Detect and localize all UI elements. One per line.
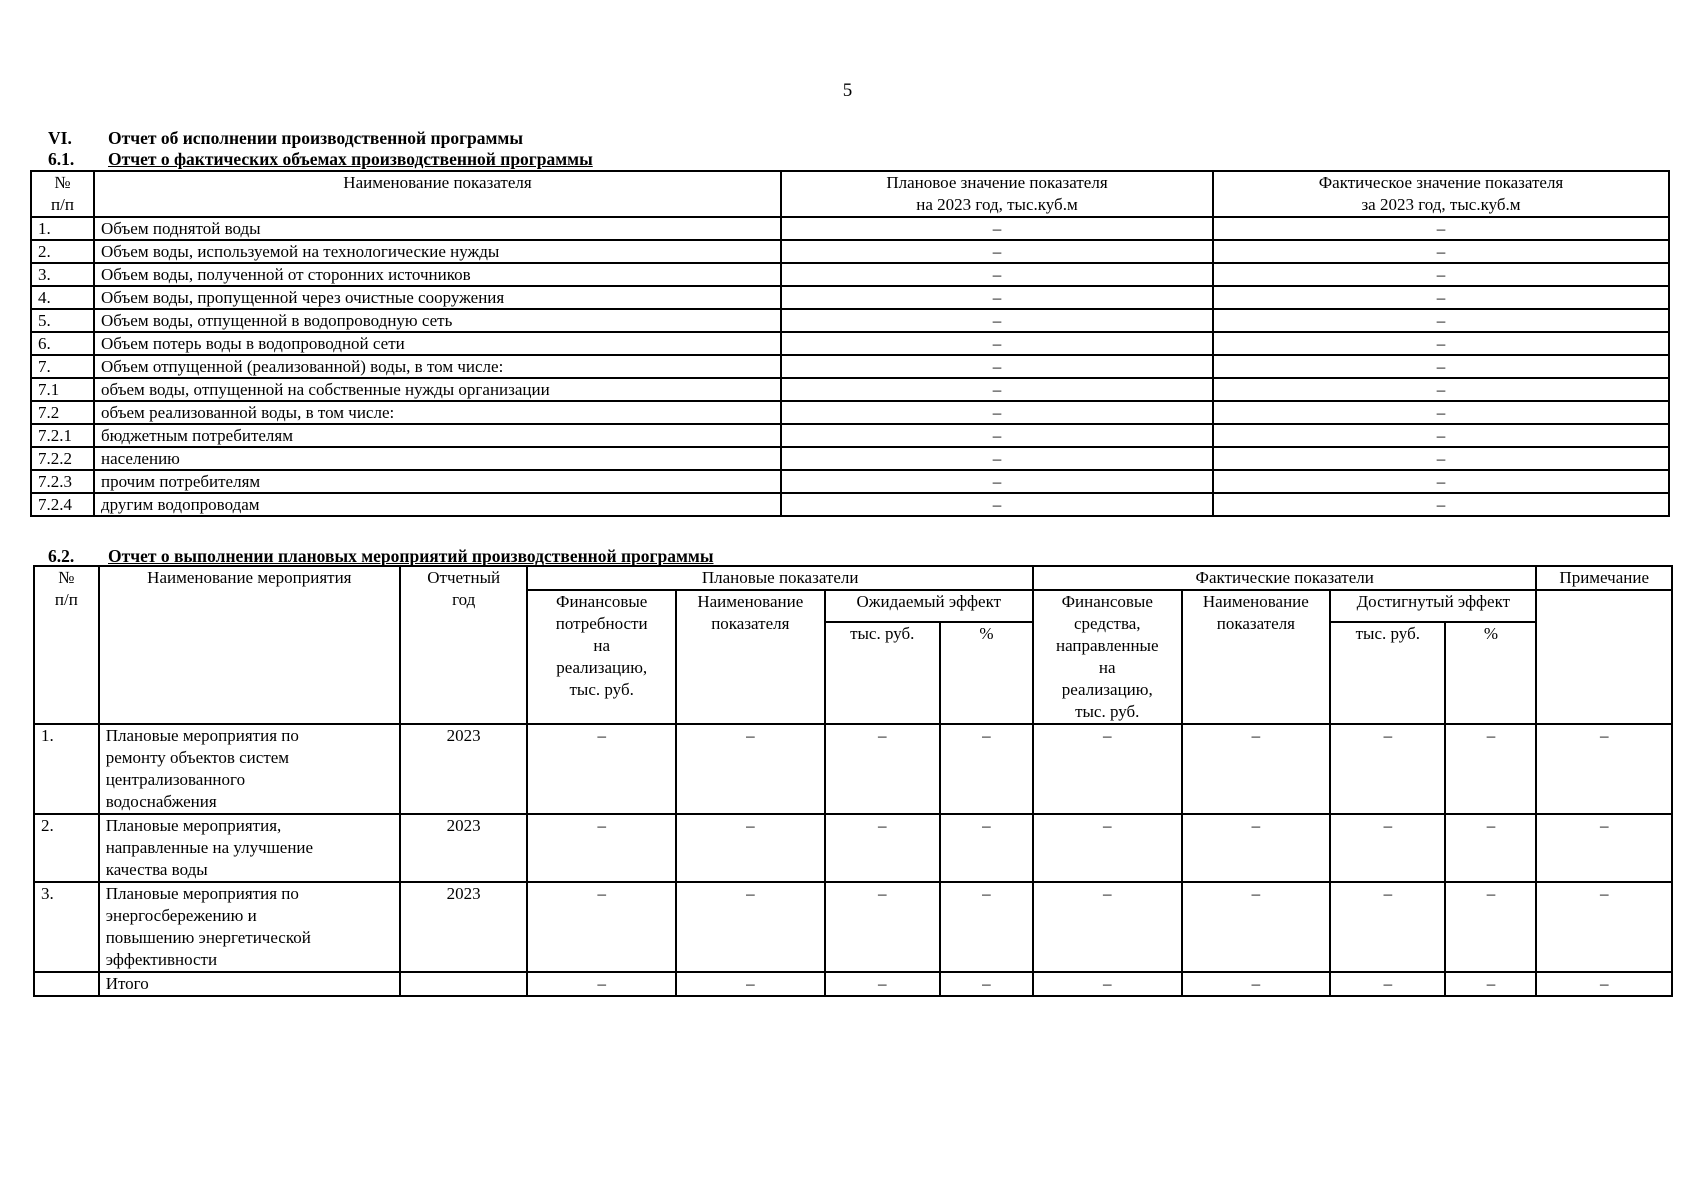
section-heading (48, 128, 523, 149)
row-number (34, 972, 99, 996)
row-number: 3. (34, 882, 99, 972)
actual-value: – (1213, 309, 1669, 332)
planned-indicator-value: – (676, 814, 825, 882)
actual-indicator-value: – (1182, 724, 1331, 814)
column-header-planned-indicator: Наименование показателя (676, 590, 825, 724)
row-number: 7.2.2 (31, 447, 94, 470)
indicator-name: Объем воды, используемой на технологические нужды (94, 240, 781, 263)
actual-value: – (1213, 493, 1669, 516)
table-row (34, 882, 1672, 972)
row-number: 5. (31, 309, 94, 332)
table-row (34, 724, 1672, 814)
row-number: 6. (31, 332, 94, 355)
subsection-6-2-heading (48, 546, 713, 567)
subsection-title: Отчет о фактических объемах производственной программы (108, 149, 593, 169)
row-number: 7.1 (31, 378, 94, 401)
row-number: 1. (34, 724, 99, 814)
indicator-name: объем реализованной воды, в том числе: (94, 401, 781, 424)
row-number: 2. (31, 240, 94, 263)
table-row (31, 378, 1669, 401)
expected-percent-value: – (940, 724, 1033, 814)
report-year: 2023 (400, 882, 527, 972)
activity-name-line: повышению энергетической (105, 928, 311, 947)
planned-value: – (781, 332, 1213, 355)
actual-finance-value: – (1033, 724, 1182, 814)
activity-name-line: Плановые мероприятия по (105, 726, 299, 745)
column-header-number: № п/п (31, 171, 94, 217)
note-value: – (1536, 724, 1672, 814)
row-number: 2. (34, 814, 99, 882)
planned-finance-value: – (527, 724, 676, 814)
planned-value: – (781, 240, 1213, 263)
expected-thous-rub-value: – (825, 882, 940, 972)
subsection-number: 6.1. (48, 149, 75, 169)
achieved-percent-value: – (1445, 724, 1536, 814)
activity-name (99, 882, 400, 972)
total-row (34, 972, 1672, 996)
report-year: 2023 (400, 814, 527, 882)
table-row (31, 286, 1669, 309)
planned-value: – (781, 470, 1213, 493)
activity-name-line: энергосбережению и (105, 906, 257, 925)
planned-value: – (781, 378, 1213, 401)
indicator-name: Объем воды, отпущенной в водопроводную сеть (94, 309, 781, 332)
actual-finance-value: – (1033, 882, 1182, 972)
activity-name-line: эффективности (105, 950, 218, 969)
column-group-planned: Плановые показатели (527, 566, 1033, 590)
actual-value: – (1213, 332, 1669, 355)
actual-indicator-total: – (1182, 972, 1331, 996)
actual-value: – (1213, 378, 1669, 401)
planned-value: – (781, 424, 1213, 447)
planned-value: – (781, 286, 1213, 309)
column-header-number: № п/п (34, 566, 99, 724)
planned-value: – (781, 263, 1213, 286)
total-label: Итого (99, 972, 400, 996)
actual-value: – (1213, 470, 1669, 493)
report-year: 2023 (400, 724, 527, 814)
achieved-percent-value: – (1445, 814, 1536, 882)
column-header-achieved-effect: Достигнутый эффект (1330, 590, 1536, 622)
table-row (31, 470, 1669, 493)
activity-name-line: Плановые мероприятия по (105, 884, 299, 903)
column-header-achieved-percent: % (1445, 622, 1536, 724)
achieved-thous-rub-value: – (1330, 814, 1445, 882)
planned-value: – (781, 401, 1213, 424)
table-row (31, 493, 1669, 516)
planned-indicator-total: – (676, 972, 825, 996)
planned-value: – (781, 493, 1213, 516)
activity-name (99, 814, 400, 882)
activity-name-line: Плановые мероприятия, (105, 816, 282, 835)
planned-finance-total: – (527, 972, 676, 996)
indicator-name: населению (94, 447, 781, 470)
subsection-title: Отчет о выполнении плановых мероприятий производственной программы (108, 546, 714, 566)
row-number: 7.2 (31, 401, 94, 424)
table-row (31, 263, 1669, 286)
note-value: – (1536, 814, 1672, 882)
actual-value: – (1213, 217, 1669, 240)
actual-value: – (1213, 401, 1669, 424)
table-row (34, 814, 1672, 882)
indicator-name: бюджетным потребителям (94, 424, 781, 447)
table-row (31, 447, 1669, 470)
row-number: 7.2.3 (31, 470, 94, 493)
activity-name-line: направленные на улучшение (105, 838, 314, 857)
expected-thous-rub-value: – (825, 724, 940, 814)
planned-value: – (781, 355, 1213, 378)
activity-name-line: качества воды (105, 860, 208, 879)
planned-indicator-value: – (676, 882, 825, 972)
row-number: 1. (31, 217, 94, 240)
actual-finance-total: – (1033, 972, 1182, 996)
expected-percent-total: – (940, 972, 1033, 996)
note-total: – (1536, 972, 1672, 996)
expected-percent-value: – (940, 882, 1033, 972)
column-header-indicator-name: Наименование показателя (94, 171, 781, 217)
achieved-thous-rub-value: – (1330, 724, 1445, 814)
planned-finance-value: – (527, 882, 676, 972)
column-header-expected-percent: % (940, 622, 1033, 724)
note-value: – (1536, 882, 1672, 972)
table-row (31, 217, 1669, 240)
activity-name-line: централизованного (105, 770, 246, 789)
planned-value: – (781, 217, 1213, 240)
actual-value: – (1213, 286, 1669, 309)
column-header-activity-name: Наименование мероприятия (99, 566, 400, 724)
activity-name-line: ремонту объектов систем (105, 748, 290, 767)
actual-value: – (1213, 355, 1669, 378)
expected-thous-rub-value: – (825, 814, 940, 882)
actual-value: – (1213, 263, 1669, 286)
column-header-planned-finance: Финансовые потребности на реализацию, тыс. руб. (527, 590, 676, 724)
note-header-spacer (1536, 590, 1672, 724)
indicator-name: Объем потерь воды в водопроводной сети (94, 332, 781, 355)
row-number: 4. (31, 286, 94, 309)
row-number: 3. (31, 263, 94, 286)
column-header-expected-effect: Ожидаемый эффект (825, 590, 1033, 622)
table-row (31, 332, 1669, 355)
row-number: 7.2.4 (31, 493, 94, 516)
column-header-actual-indicator: Наименование показателя (1182, 590, 1331, 724)
actual-value: – (1213, 447, 1669, 470)
subsection-6-1-heading (48, 149, 593, 170)
column-header-expected-thous-rub: тыс. руб. (825, 622, 940, 724)
achieved-thous-rub-total: – (1330, 972, 1445, 996)
planned-value: – (781, 309, 1213, 332)
indicator-name: Объем воды, пропущенной через очистные сооружения (94, 286, 781, 309)
achieved-percent-value: – (1445, 882, 1536, 972)
actual-value: – (1213, 424, 1669, 447)
column-header-planned-value: Плановое значение показателя на 2023 год, тыс.куб.м (781, 171, 1213, 217)
table-row (31, 401, 1669, 424)
actual-indicator-value: – (1182, 882, 1331, 972)
planned-activities-table (33, 565, 1673, 997)
actual-finance-value: – (1033, 814, 1182, 882)
column-header-actual-finance: Финансовые средства, направленные на реализацию, тыс. руб. (1033, 590, 1182, 724)
achieved-percent-total: – (1445, 972, 1536, 996)
planned-value: – (781, 447, 1213, 470)
column-group-actual: Фактические показатели (1033, 566, 1537, 590)
column-header-note: Примечание (1536, 566, 1672, 590)
indicator-name: Объем отпущенной (реализованной) воды, в том числе: (94, 355, 781, 378)
row-number: 7.2.1 (31, 424, 94, 447)
row-number: 7. (31, 355, 94, 378)
section-number: VI. (48, 128, 72, 148)
indicator-name: другим водопроводам (94, 493, 781, 516)
indicator-name: прочим потребителям (94, 470, 781, 493)
report-year (400, 972, 527, 996)
actual-indicator-value: – (1182, 814, 1331, 882)
expected-thous-rub-total: – (825, 972, 940, 996)
achieved-thous-rub-value: – (1330, 882, 1445, 972)
table-row (31, 309, 1669, 332)
indicator-name: объем воды, отпущенной на собственные нужды организации (94, 378, 781, 401)
section-title: Отчет об исполнении производственной программы (108, 128, 524, 148)
column-header-actual-value: Фактическое значение показателя за 2023 год, тыс.куб.м (1213, 171, 1669, 217)
table-row (31, 424, 1669, 447)
actual-value: – (1213, 240, 1669, 263)
indicator-name: Объем поднятой воды (94, 217, 781, 240)
subsection-number: 6.2. (48, 546, 75, 566)
column-header-report-year: Отчетный год (400, 566, 527, 724)
page-number: 5 (842, 80, 853, 101)
table-row (31, 240, 1669, 263)
activity-name (99, 724, 400, 814)
planned-indicator-value: – (676, 724, 825, 814)
planned-finance-value: – (527, 814, 676, 882)
column-header-achieved-thous-rub: тыс. руб. (1330, 622, 1445, 724)
table-row (31, 355, 1669, 378)
actual-volumes-table (30, 170, 1670, 517)
indicator-name: Объем воды, полученной от сторонних источников (94, 263, 781, 286)
expected-percent-value: – (940, 814, 1033, 882)
activity-name-line: водоснабжения (105, 792, 217, 811)
